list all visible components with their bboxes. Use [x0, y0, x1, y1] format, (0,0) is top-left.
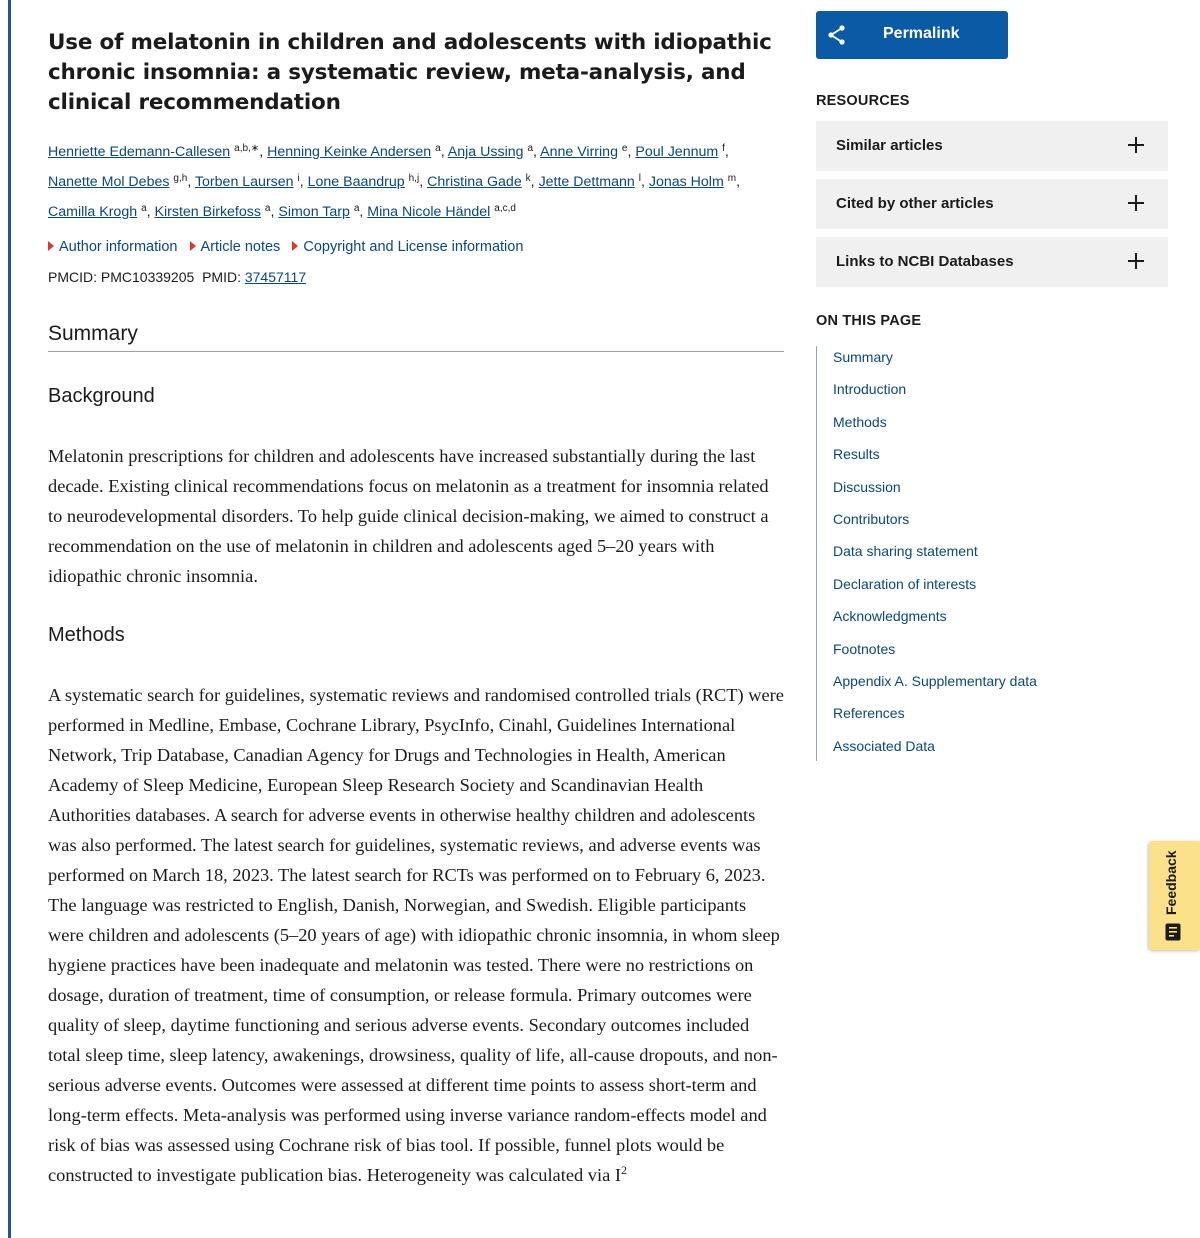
- toc-link-methods[interactable]: Methods: [833, 413, 887, 430]
- author-link[interactable]: Anne Virring: [540, 144, 618, 160]
- summary-heading: Summary: [48, 319, 784, 352]
- article-info-links: [48, 237, 784, 257]
- author-link[interactable]: Henriette Edemann-Callesen: [48, 144, 231, 160]
- expand-triangle-icon: [190, 241, 196, 251]
- accordion-label: Cited by other articles: [836, 195, 994, 212]
- author-link[interactable]: Christina Gade: [427, 174, 522, 190]
- toc-link-results[interactable]: Results: [833, 446, 880, 463]
- toc-link-discussion[interactable]: Discussion: [833, 478, 901, 495]
- author-affiliation: a: [435, 143, 441, 154]
- ncbi-links-accordion[interactable]: [816, 237, 1168, 287]
- author-affiliation: a: [527, 143, 534, 154]
- author-affiliation: k: [525, 173, 531, 184]
- author-information-label: Author information: [59, 239, 178, 255]
- author-link[interactable]: Poul Jennum: [635, 144, 719, 160]
- plus-icon: [1128, 253, 1144, 269]
- toc-link-references[interactable]: References: [833, 705, 905, 722]
- permalink-button[interactable]: [816, 11, 1008, 59]
- toc-link-data-sharing[interactable]: Data sharing statement: [833, 543, 978, 560]
- feedback-button[interactable]: [1149, 841, 1200, 950]
- feedback-icon: [1165, 923, 1181, 941]
- author-link[interactable]: Jette Dettmann: [538, 174, 635, 190]
- author-affiliation: f: [722, 143, 725, 154]
- author-link[interactable]: Torben Laursen: [194, 174, 294, 190]
- resources-accordion: [816, 121, 1168, 287]
- toc-link-contributors[interactable]: Contributors: [833, 510, 910, 527]
- author-affiliation: l: [638, 173, 641, 184]
- author-affiliation: g,h: [173, 173, 188, 184]
- pmid-link[interactable]: 37457117: [244, 269, 307, 285]
- author-affiliation: a,b,∗: [234, 143, 260, 154]
- article-notes-label: Article notes: [200, 239, 281, 255]
- toc-link-acknowledgments[interactable]: Acknowledgments: [833, 608, 947, 625]
- accordion-label: Links to NCBI Databases: [836, 253, 1014, 270]
- methods-heading: Methods: [48, 624, 125, 646]
- author-link[interactable]: Kirsten Birkefoss: [154, 204, 261, 220]
- author-affiliation: m: [727, 173, 737, 184]
- on-this-page-nav: [816, 346, 1168, 761]
- author-affiliation: a: [353, 203, 360, 214]
- toc-link-summary[interactable]: Summary: [833, 349, 893, 365]
- plus-icon: [1128, 195, 1144, 211]
- author-affiliation: e: [621, 143, 628, 154]
- author-list: Henriette Edemann-Callesen $^{a,b,∗}$, Henning Keinke Andersen $^a$, Anja Ussing $^a$, Anne Virring $^e$, Poul Jennum $^f$, Nanette Mol Debes $^{g,h}$, Torben Laursen $^i$, Lone Baandrup $^{h,j}$, Christina Gade $^k$, Jette Dettmann $^l$, Jonas Holm $^m$, Camilla Krogh $^a$, Kirsten Birkefoss $^a$, Simon Tarp $^a$, Mina Nicole Händel $^{a,c,d}$: [48, 143, 741, 220]
- pmcid: PMCID: PMC10339205: [48, 269, 195, 285]
- pmid-label: PMID:: [202, 269, 241, 285]
- author-link[interactable]: Jonas Holm: [648, 174, 724, 190]
- background-heading: Background: [48, 385, 155, 407]
- author-affiliation: h,j: [408, 173, 420, 184]
- methods-superscript: 2: [620, 1163, 627, 1177]
- accordion-label: Similar articles: [836, 137, 943, 154]
- copyright-label: Copyright and License information: [303, 239, 524, 255]
- author-link[interactable]: Lone Baandrup: [307, 174, 405, 190]
- author-link[interactable]: Simon Tarp: [278, 204, 350, 220]
- copyright-toggle[interactable]: [292, 239, 523, 255]
- resources-title: RESOURCES: [816, 93, 910, 109]
- author-link[interactable]: Mina Nicole Händel: [367, 204, 491, 220]
- sidebar: [816, 11, 1168, 761]
- author-affiliation: a: [141, 203, 147, 214]
- toc-link-declaration[interactable]: Declaration of interests: [833, 575, 977, 592]
- article-main: [48, 28, 784, 1190]
- methods-text: A systematic search for guidelines, systematic reviews and randomised controlled trials (RCT) were performed in Medline, Embase, Cochrane Library, PsycInfo, Cinahl, Guidelines International Network, Trip Database, Canadian Agency for Drugs and Technologies in Health, American Academy of Sleep Medicine, European Sleep Research Society and Scandinavian Health Authorities databases. A search for adverse events in otherwise healthy children and adolescents was also performed. The latest search for guidelines, systematic reviews, and adverse events was performed on March 18, 2023. The latest search for RCTs was performed on to February 6, 2023. The language was restricted to English, Danish, Norwegian, and Swedish. Eligible participants were children and adolescents (5–20 years of age) with idiopathic chronic insomnia, in whom sleep hygiene practices have been inadequate and melatonin was tested. There were no restrictions on dosage, duration of treatment, time of consumption, or release formula. Primary outcomes were quality of sleep, daytime functioning and serious adverse events. Secondary outcomes included total sleep time, sleep latency, awakenings, drowsiness, quality of life, all-cause dropouts, and non-serious adverse events. Outcomes were assessed at different time points to assess short-term and long-term effects. Meta-analysis was performed using inverse variance random-effects model and risk of bias was assessed using Cochrane risk of bias tool. If possible, funnel plots would be constructed to investigate publication bias. Heterogeneity was calculated via I: [48, 685, 784, 1185]
- left-accent-bar: [8, 0, 11, 1238]
- toc-link-introduction[interactable]: Introduction: [833, 381, 907, 398]
- article-notes-toggle[interactable]: [190, 239, 281, 255]
- toc-link-associated-data[interactable]: Associated Data: [833, 737, 935, 754]
- article-title: Use of melatonin in children and adolescents with idiopathic chronic insomnia: a systematic review, meta-analysis, and clinical recommendation: [48, 30, 772, 115]
- cited-by-accordion[interactable]: [816, 179, 1168, 229]
- article-ids: [48, 267, 784, 287]
- author-affiliation: i: [297, 173, 300, 184]
- author-link[interactable]: Nanette Mol Debes: [48, 174, 170, 190]
- similar-articles-accordion[interactable]: [816, 121, 1168, 171]
- methods-paragraph: [48, 680, 784, 1190]
- background-text: Melatonin prescriptions for children and adolescents have increased substantially during the last decade. Existing clinical recommendations focus on melatonin as a treatment for insomnia related to neurodevelopmental disorders. To help guide clinical decision-making, we aimed to construct a recommendation on the use of melatonin in children and adolescents aged 5–20 years with idiopathic chronic insomnia.: [48, 446, 769, 586]
- author-link[interactable]: Anja Ussing: [447, 144, 524, 160]
- toc-link-footnotes[interactable]: Footnotes: [833, 640, 896, 657]
- toc-link-appendix[interactable]: Appendix A. Supplementary data: [833, 672, 1037, 689]
- share-icon: [826, 24, 848, 46]
- expand-triangle-icon: [292, 241, 298, 251]
- author-link[interactable]: Henning Keinke Andersen: [267, 144, 432, 160]
- on-this-page-title: ON THIS PAGE: [816, 313, 922, 329]
- author-affiliation: a,c,d: [494, 203, 516, 214]
- author-link[interactable]: Camilla Krogh: [48, 204, 138, 220]
- author-affiliation: a: [264, 203, 271, 214]
- author-information-toggle[interactable]: [48, 239, 177, 255]
- expand-triangle-icon: [48, 241, 54, 251]
- plus-icon: [1128, 137, 1144, 153]
- permalink-label: Permalink: [883, 25, 960, 42]
- feedback-label: Feedback: [1163, 850, 1179, 915]
